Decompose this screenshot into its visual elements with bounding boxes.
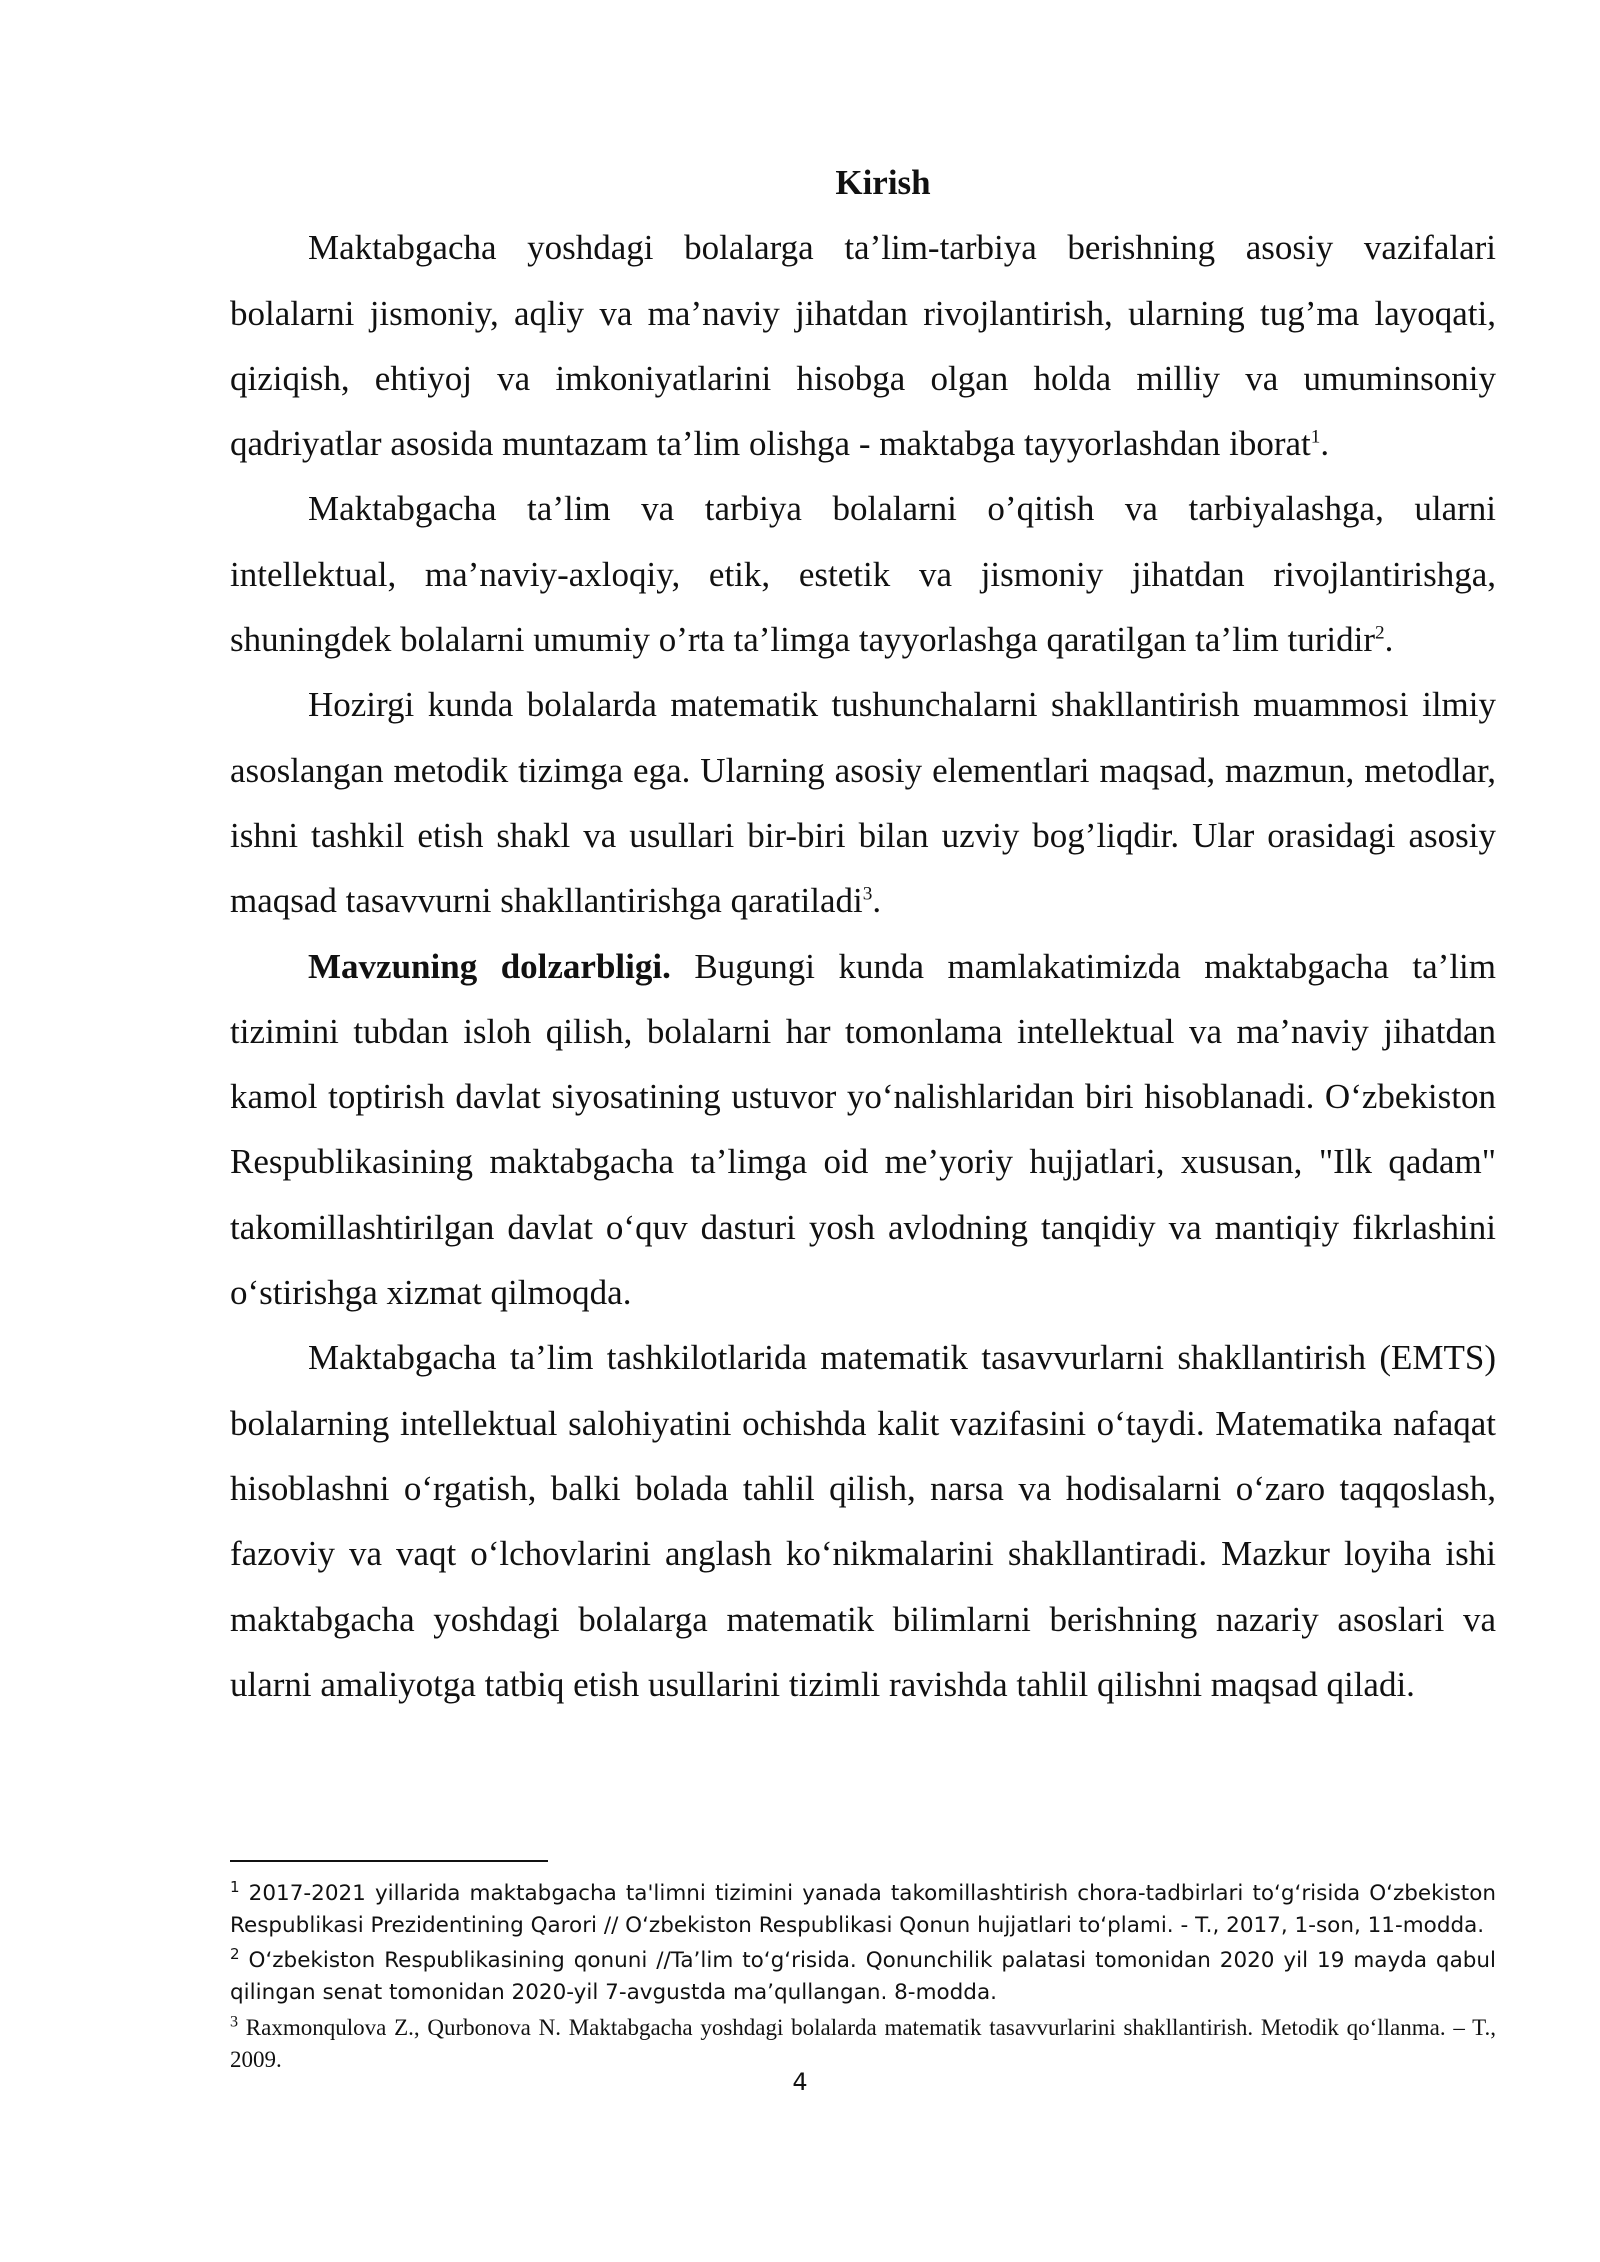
footnote-3	[230, 2012, 1496, 2076]
paragraph-3	[230, 672, 1496, 933]
paragraph-3-text: Hozirgi kunda bolalarda matematik tushunchalarni shakllantirish muammosi ilmiy asoslangan metodik tizimga ega. Ularning asosiy elementlari maqsad, mazmun, metodlar, ishni tashkil etish shakl va usullari bir-biri bilan uzviy bog’liqdir. Ular orasidagi asosiy maqsad tasavvurni shakllantirishga qaratiladi	[230, 685, 1496, 921]
paragraph-4-lead: Mavzuning dolzarbligi.	[308, 946, 671, 986]
page-number: 4	[792, 2068, 808, 2096]
paragraph-1-text: Maktabgacha yoshdagi bolalarga ta’lim-tarbiya berishning asosiy vazifalari bolalarni jismoniy, aqliy va ma’naviy jihatdan rivojlantirish, ularning tug’ma layoqati, qiziqish, ehtiyoj va imkoniyatlarini hisobga olgan holda milliy va umuminsoniy qadriyatlar asosida muntazam ta’lim olishga - maktabga tayyorlashdan iborat	[230, 228, 1496, 464]
footnotes	[230, 1860, 1496, 2079]
footnote-2-text: O‘zbekiston Respublikasining qonuni //Ta’lim to‘g‘risida. Qonunchilik palatasi tomonidan 2020 yil 19 mayda qabul qilingan senat tomonidan 2020-yil 7-avgustda ma’qullangan. 8-modda.	[230, 1948, 1496, 2005]
paragraph-2-text: Maktabgacha ta’lim va tarbiya bolalarni o’qitish va tarbiyalashga, ularni intellektual, ma’naviy-axloqiy, etik, estetik va jismoniy jihatdan rivojlantirishga, shuningdek bolalarni umumiy o’rta ta’limga tayyorlashga qaratilgan ta’lim turidir	[230, 489, 1496, 660]
footnote-separator	[230, 1860, 548, 1862]
paragraph-4	[230, 934, 1496, 1326]
main-text	[230, 150, 1496, 1717]
paragraph-1	[230, 215, 1496, 476]
paragraph-5-text: Maktabgacha ta’lim tashkilotlarida matematik tasavvurlarni shakllantirish (EMTS) bolalarning intellektual salohiyatini ochishda kalit vazifasini o‘taydi. Matematika nafaqat hisoblashni o‘rgatish, balki bolada tahlil qilish, narsa va hodisalarni o‘zaro taqqoslash, fazoviy va vaqt o‘lchovlarini anglash ko‘nikmalarini shakllantiradi. Mazkur loyiha ishi maktabgacha yoshdagi bolalarga matematik bilimlarni berishning nazariy asoslari va ularni amaliyotga tatbiq etish usullarini tizimli ravishda tahlil qilishni maqsad qiladi.	[230, 1338, 1496, 1704]
paragraph-4-text: Bugungi kunda mamlakatimizda maktabgacha ta’lim tizimini tubdan isloh qilish, bolalarni har tomonlama intellektual va ma’naviy jihatdan kamol toptirish davlat siyosatining ustuvor yo‘nalishlaridan biri hisoblanadi. O‘zbekiston Respublikasining maktabgacha ta’limga oid me’yoriy hujjatlari, xususan, "Ilk qadam" takomillashtirilgan davlat o‘quv dasturi yosh avlodning tanqidiy va mantiqiy fikrlashini o‘stirishga xizmat qilmoqda.	[230, 946, 1496, 1313]
section-heading: Kirish	[835, 163, 931, 202]
footnote-ref-1[interactable]: 1	[1310, 426, 1321, 448]
paragraph-2-end: .	[1384, 620, 1394, 660]
paragraph-5	[230, 1325, 1496, 1717]
footnote-2-number: 2	[230, 1944, 240, 1963]
footnote-1-text: 2017-2021 yillarida maktabgacha ta'limni tizimini yanada takomillashtirish chora-tadbirlari to‘g‘risida O‘zbekiston Respublikasi Prezidentining Qarori // O‘zbekiston Respublikasi Qonun hujjatlari to‘plami. - T., 2017, 1-son, 11-modda.	[230, 1881, 1496, 1938]
footnote-2	[230, 1945, 1496, 2009]
footnote-ref-2[interactable]: 2	[1374, 622, 1385, 644]
footnote-1	[230, 1878, 1496, 1942]
footnote-1-number: 1	[230, 1877, 240, 1896]
paragraph-2	[230, 476, 1496, 672]
footnote-ref-3[interactable]: 3	[862, 883, 873, 905]
footnote-3-text: Raxmonqulova Z., Qurbonova N. Maktabgacha yoshdagi bolalarda matematik tasavvurlarini shakllantirish. Metodik qo‘llanma. – T., 2009.	[230, 2015, 1496, 2072]
footnote-3-number: 3	[230, 2013, 239, 2031]
paragraph-1-end: .	[1320, 424, 1330, 464]
paragraph-3-end: .	[872, 881, 882, 921]
